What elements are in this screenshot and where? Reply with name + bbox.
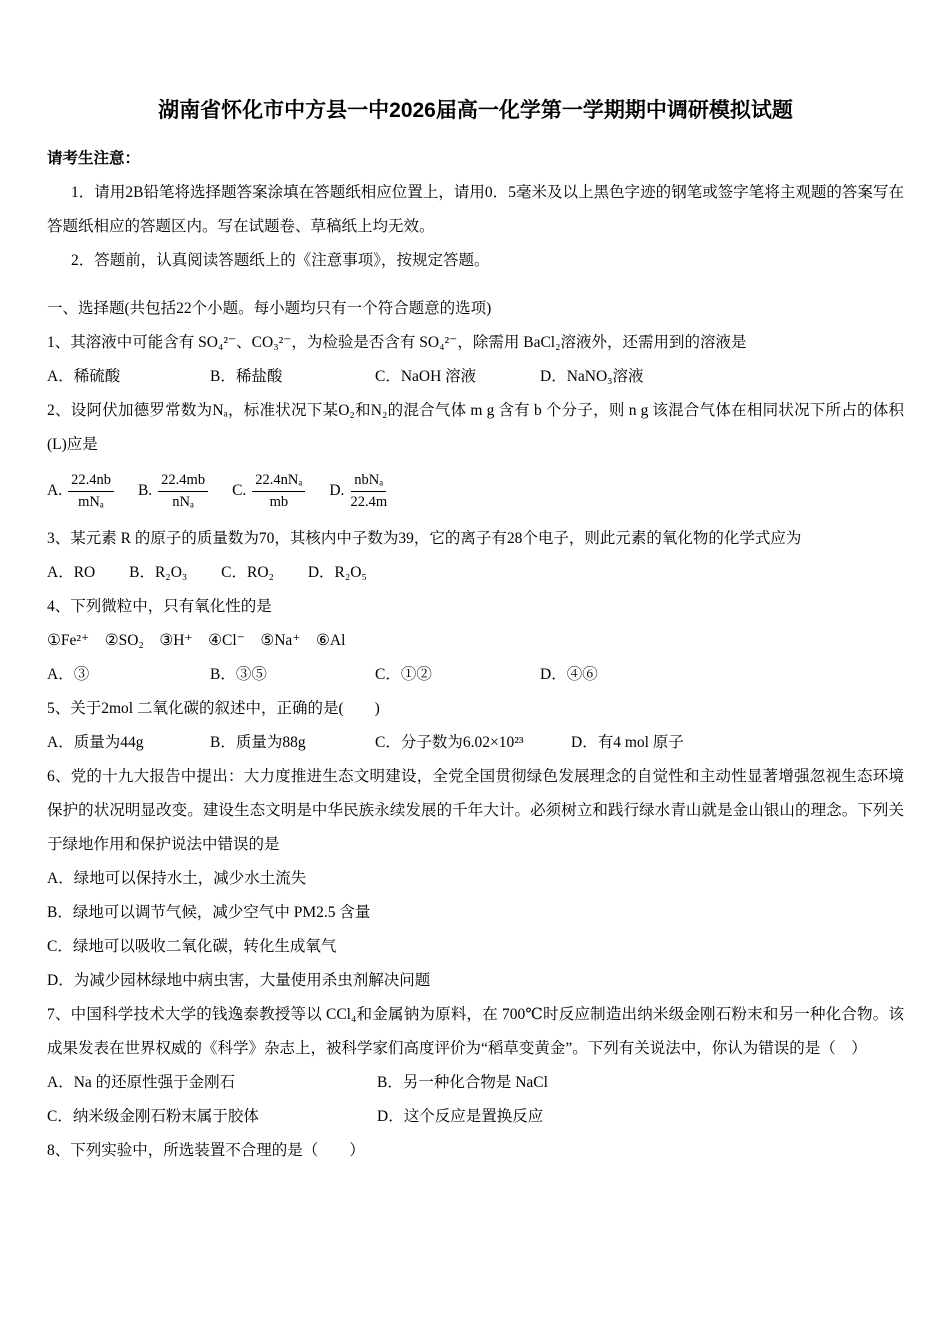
question-7-options-row-2: [47, 1100, 904, 1134]
question-4-option-a: A．③: [47, 666, 90, 683]
notice-item-2: 2．答题前，认真阅读答题纸上的《注意事项》，按规定答题。: [71, 252, 490, 269]
option-label: D.: [329, 482, 345, 499]
question-6-option-d: D．为减少园林绿地中病虫害，大量使用杀虫剂解决问题: [47, 972, 431, 989]
question-4-options: [47, 658, 904, 692]
fraction: [252, 471, 305, 512]
question-7-option-a: A．Na 的还原性强于金刚石: [47, 1074, 236, 1091]
question-7-option-c: C．纳米级金刚石粉末属于胶体: [47, 1108, 259, 1125]
fraction-numerator: nbNₐ: [351, 471, 386, 492]
question-6-option-c: C．绿地可以吸收二氧化碳，转化生成氧气: [47, 938, 337, 955]
option-label: A.: [47, 482, 63, 499]
question-1-stem: 1、其溶液中可能含有 SO₄²⁻、CO₃²⁻，为检验是否含有 SO₄²⁻，除需用 BaCl₂溶液外，还需用到的溶液是: [47, 334, 747, 351]
fraction-numerator: 22.4mb: [158, 471, 208, 492]
question-2-option-c: [232, 471, 305, 512]
option-label: C.: [232, 482, 247, 499]
fraction-denominator: 22.4m: [350, 493, 388, 510]
notice-header: 请考生注意：: [47, 150, 141, 167]
question-2-option-b: [138, 471, 208, 512]
question-5-option-c: C．分子数为6.02×10²³: [375, 734, 524, 751]
question-3-option-d: D．R₂O₅: [307, 564, 367, 581]
fraction-denominator: nNₐ: [172, 493, 194, 510]
question-1-option-b: B．稀盐酸: [210, 368, 283, 385]
question-3-option-c: C．RO₂: [221, 564, 274, 581]
question-6-stem: 6、党的十九大报告中提出：大力度推进生态文明建设，全党全国贯彻绿色发展理念的自觉性和主动性显著增强忽视生态环境保护的状况明显改变。建设生态文明是中华民族永续发展的千年大计。必须树立和践行绿水青山就是金山银山的理念。下列关于绿地作用和保护说法中错误的是: [47, 768, 904, 853]
question-2-stem: 2、设阿伏加德罗常数为Nₐ，标准状况下某O₂和N₂的混合气体 m g 含有 b 个分子，则 n g 该混合气体在相同状况下所占的体积(L)应是: [47, 402, 904, 453]
question-4-option-b: B．③⑤: [210, 666, 267, 683]
fraction-denominator: mb: [269, 493, 289, 510]
question-2-options: [47, 464, 904, 518]
fraction-denominator: mNₐ: [78, 493, 104, 510]
fraction-numerator: 22.4nb: [68, 471, 114, 492]
question-2-option-a: [47, 471, 114, 512]
question-7-stem: 7、中国科学技术大学的钱逸泰教授等以 CCl₄和金属钠为原料，在 700℃时反应制造出纳米级金刚石粉末和另一种化合物。该成果发表在世界权威的《科学》杂志上，被科学家们高度评价为“稻草变黄金”。下列有关说法中，你认为错误的是（ ）: [47, 1006, 904, 1057]
question-4-particles: ①Fe²⁺ ②SO₂ ③H⁺ ④Cl⁻ ⑤Na⁺ ⑥Al: [47, 632, 346, 649]
question-4-option-d: D．④⑥: [540, 666, 598, 683]
question-2-option-d: [329, 471, 387, 512]
option-label: B.: [137, 482, 153, 499]
question-1-options: [47, 360, 904, 394]
fraction: [68, 471, 114, 512]
fraction-numerator: 22.4nNₐ: [252, 471, 305, 492]
question-3-stem: 3、某元素 R 的原子的质量数为70，其核内中子数为39，它的离子有28个电子，则此元素的氧化物的化学式应为: [47, 530, 802, 547]
question-4-stem: 4、下列微粒中，只有氧化性的是: [47, 598, 272, 615]
question-3-option-a: A．RO: [47, 564, 96, 581]
question-4-option-c: C．①②: [375, 666, 432, 683]
fraction: [158, 471, 208, 512]
question-5-option-a: A．质量为44g: [47, 734, 144, 751]
question-5-option-d: D．有4 mol 原子: [571, 734, 684, 751]
question-7-option-b: B．另一种化合物是 NaCl: [377, 1074, 548, 1091]
question-5-stem: 5、关于2mol 二氧化碳的叙述中，正确的是( ): [47, 700, 380, 717]
question-8-stem: 8、下列实验中，所选装置不合理的是（ ）: [47, 1142, 365, 1159]
question-6-option-b: B．绿地可以调节气候，减少空气中 PM2.5 含量: [47, 904, 371, 921]
question-1-option-a: A．稀硫酸: [47, 368, 121, 385]
question-5-option-b: B．质量为88g: [210, 734, 306, 751]
notice-item-1: 1．请用2B铅笔将选择题答案涂填在答题纸相应位置上，请用0．5毫米及以上黑色字迹的钢笔或签字笔将主观题的答案写在答题纸相应的答题区内。写在试题卷、草稿纸上均无效。: [47, 184, 904, 235]
question-1-option-c: C．NaOH 溶液: [375, 368, 477, 385]
section-heading: 一、选择题(共包括22个小题。每小题均只有一个符合题意的选项): [47, 300, 492, 317]
question-7-options-row-1: [47, 1066, 904, 1100]
question-3-option-b: B．R₂O₃: [129, 564, 188, 581]
question-6-option-a: A．绿地可以保持水土，减少水土流失: [47, 870, 307, 887]
fraction: [350, 471, 387, 512]
question-1-option-d: D．NaNO₃溶液: [540, 368, 644, 385]
question-3-options: [47, 556, 904, 590]
question-5-options: [47, 726, 904, 760]
question-7-option-d: D．这个反应是置换反应: [377, 1108, 544, 1125]
exam-title: 湖南省怀化市中方县一中2026届高一化学第一学期期中调研模拟试题: [158, 99, 793, 122]
